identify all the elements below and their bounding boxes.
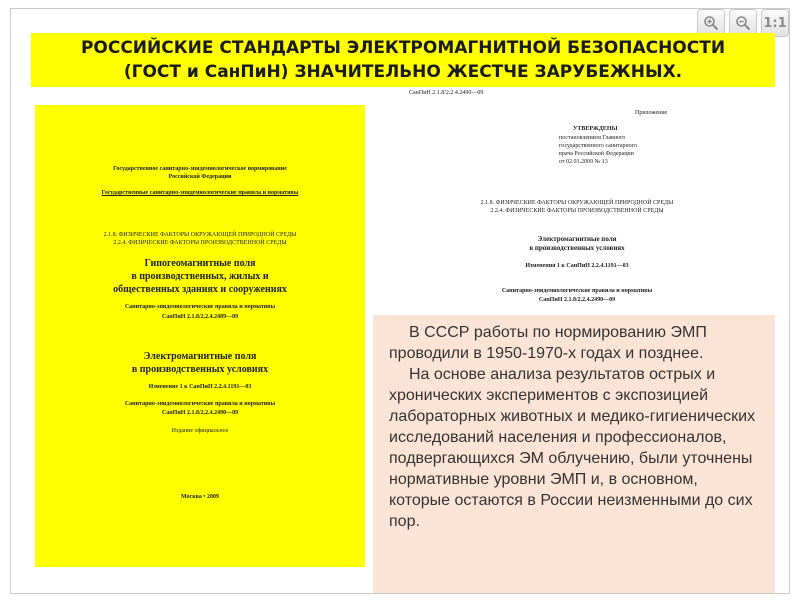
page-header-code: СанПиН 2.1.8/2.2.4.2490—09 — [409, 90, 484, 96]
rules-code: СанПиН 2.1.8/2.2.4.2490—09 — [538, 297, 616, 303]
appendix-label: Приложение — [635, 110, 668, 116]
actual-size-button[interactable]: 1:1 — [761, 9, 789, 37]
rules-code: СанПиН 2.1.8/2.2.4.2489—09 — [161, 314, 239, 320]
slide-title-line-1: РОССИЙСКИЕ СТАНДАРТЫ ЭЛЕКТРОМАГНИТНОЙ БЕЗОПАСНОСТИ — [80, 38, 726, 58]
image-viewer-frame — [10, 8, 790, 594]
document-title-line: Электромагнитные поля — [537, 235, 617, 243]
slide-title-line-2: (ГОСТ и СанПиН) ЗНАЧИТЕЛЬНО ЖЕСТЧЕ ЗАРУБЕЖНЫХ. — [123, 62, 683, 82]
sanpin-approval-page — [373, 87, 781, 317]
document-title-line: общественных зданиях и сооружениях — [113, 284, 287, 295]
history-text-box — [373, 315, 775, 593]
section-line: 2.2.4. ФИЗИЧЕСКИЕ ФАКТОРЫ ПРОИЗВОДСТВЕННОЙ СРЕДЫ — [113, 240, 287, 246]
document-title-line: в производственных условиях — [529, 244, 625, 252]
document-title-line: Электромагнитные поля — [143, 351, 257, 362]
issuer-line: Государственное санитарно-эпидемиологическое нормирование — [113, 166, 287, 172]
official-edition: Издание официальное — [171, 428, 229, 434]
section-line: 2.1.8. ФИЗИЧЕСКИЕ ФАКТОРЫ ОКРУЖАЮЩЕЙ ПРИРОДНОЙ СРЕДЫ — [480, 200, 674, 206]
zoom-out-icon — [735, 15, 751, 31]
change-line: Изменение 1 к СанПиН 2.2.4.1191—03 — [148, 384, 252, 390]
approved-label: УТВЕРЖДЕНЫ — [573, 126, 618, 132]
approval-line: врача Российской Федерации — [559, 151, 634, 157]
issuer-line: Государственные санитарно-эпидемиологические правила и нормативы — [101, 190, 299, 196]
change-line: Изменения 1 к СанПиН 2.2.4.1191—03 — [525, 263, 629, 269]
city-year: Москва • 2009 — [180, 494, 220, 500]
history-paragraph: В СССР работы по нормированию ЭМП проводили в 1950-1970-х годах и позднее. — [389, 324, 707, 362]
approval-line: от 02.03.2009 № 13 — [559, 159, 608, 165]
document-title-line: в производственных, жилых и — [131, 271, 269, 282]
history-paragraph: На основе анализа результатов острых и хронических экспериментов с экспозицией лабораторных животных и медико-гигиенических исследований населения и профессионалов, подвергающихся ЭМ облучению, были уточнены нормативные уровни ЭМП и, в основном, которые остаются в России неизменными до сих пор. — [389, 366, 756, 530]
section-line: 2.2.4. ФИЗИЧЕСКИЕ ФАКТОРЫ ПРОИЗВОДСТВЕННОЙ СРЕДЫ — [490, 208, 664, 214]
slide-title — [31, 33, 775, 87]
rules-line: Санитарно-эпидемиологические правила и нормативы — [501, 288, 653, 294]
approval-line: постановлением Главного — [559, 135, 626, 141]
issuer-line: Российской Федерации — [168, 174, 232, 180]
rules-line: Санитарно-эпидемиологические правила и нормативы — [124, 401, 276, 407]
rules-line: Санитарно-эпидемиологические правила и нормативы — [124, 304, 276, 310]
rules-code: СанПиН 2.1.8/2.2.4.2490—09 — [161, 410, 239, 416]
section-line: 2.1.8. ФИЗИЧЕСКИЕ ФАКТОРЫ ОКРУЖАЮЩЕЙ ПРИРОДНОЙ СРЕДЫ — [103, 232, 297, 238]
zoom-in-icon — [703, 15, 719, 31]
document-title-line: в производственных условиях — [131, 364, 269, 375]
approval-line: государственного санитарного — [559, 143, 638, 149]
document-title-line: Гипогеомагнитные поля — [144, 258, 256, 269]
sanpin-cover-page — [35, 105, 365, 567]
